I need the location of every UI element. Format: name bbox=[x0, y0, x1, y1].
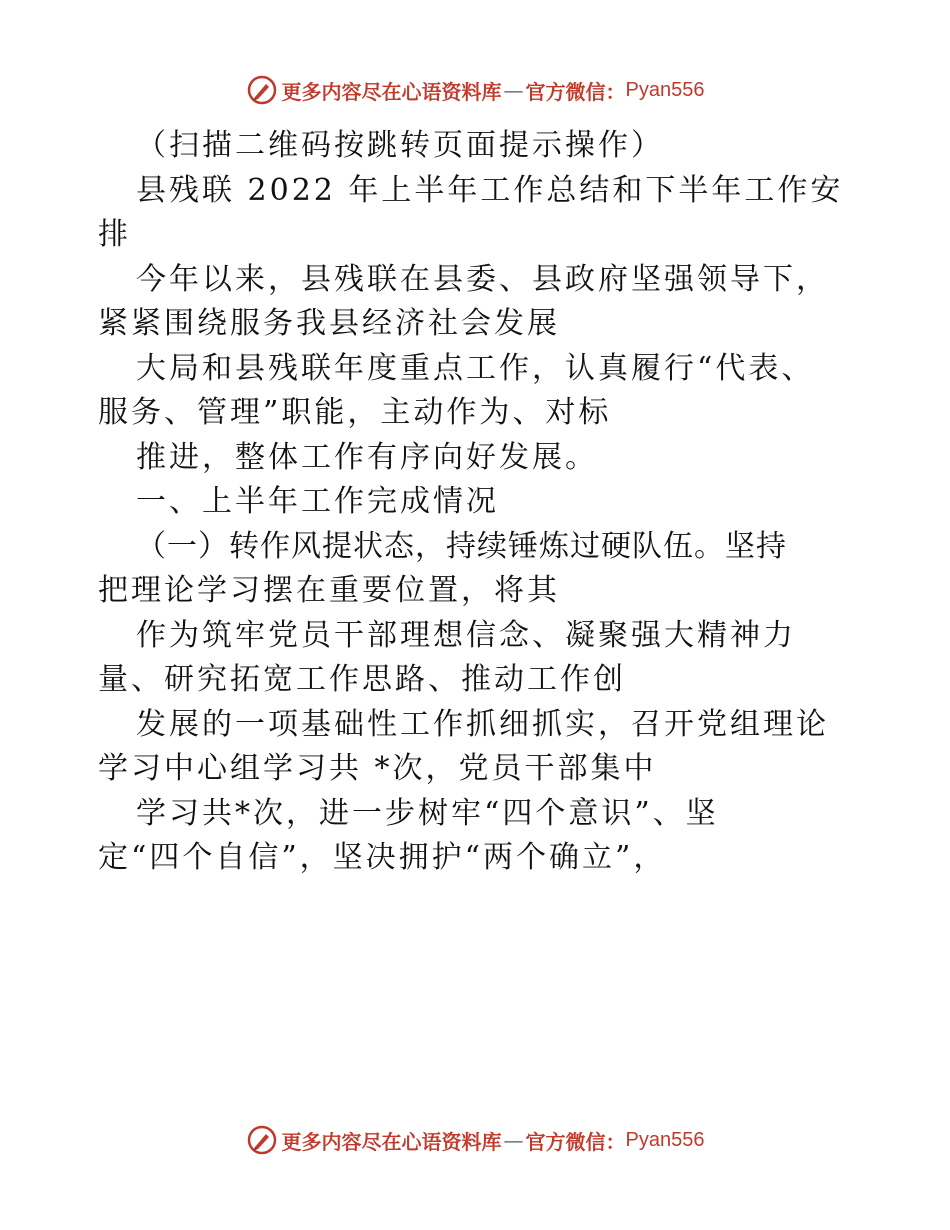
doc-line: 学习中心组学习共 *次，党员干部集中 bbox=[98, 751, 657, 786]
document-body bbox=[98, 124, 858, 881]
doc-subsection-heading: （一）转作风提状态，持续锤炼过硬队伍。坚持 bbox=[136, 528, 787, 564]
pen-circle-icon bbox=[246, 74, 278, 106]
header-banner bbox=[0, 70, 950, 110]
doc-line: 发展的一项基础性工作抓细抓实，召开党组理论 bbox=[136, 706, 829, 742]
doc-title-line-2: 排 bbox=[98, 217, 131, 252]
doc-line: 学习共*次，进一步树牢“四个意识”、坚 bbox=[136, 795, 719, 831]
banner-main-text: 更多内容尽在心语资料库 bbox=[281, 1129, 502, 1154]
banner-separator: — bbox=[503, 1128, 524, 1152]
banner-wechat-id: Pyan556 bbox=[625, 1128, 705, 1151]
doc-line: 紧紧围绕服务我县经济社会发展 bbox=[98, 306, 560, 341]
banner-wechat-label: 官方微信： bbox=[525, 1129, 626, 1154]
doc-line: 推进，整体工作有序向好发展。 bbox=[136, 439, 598, 475]
doc-line-scan-note: （扫描二维码按跳转页面提示操作） bbox=[136, 128, 664, 163]
doc-line: 今年以来，县残联在县委、县政府坚强领导下， bbox=[136, 261, 829, 297]
doc-line: 定“四个自信”，坚决拥护“两个确立”， bbox=[98, 840, 667, 875]
banner-wechat-label: 官方微信： bbox=[525, 79, 626, 104]
doc-line: 服务、管理”职能，主动作为、对标 bbox=[98, 395, 612, 430]
banner-main-text: 更多内容尽在心语资料库 bbox=[281, 79, 502, 104]
doc-line: 作为筑牢党员干部理想信念、凝聚强大精神力 bbox=[136, 617, 796, 653]
footer-banner bbox=[0, 1120, 950, 1160]
pen-circle-icon bbox=[246, 1124, 278, 1156]
banner-wechat-id: Pyan556 bbox=[625, 78, 705, 101]
doc-line: 大局和县残联年度重点工作，认真履行“代表、 bbox=[136, 350, 815, 386]
doc-line: 把理论学习摆在重要位置，将其 bbox=[98, 573, 560, 608]
doc-title-line-1: 县残联 2022 年上半年工作总结和下半年工作安 bbox=[136, 172, 844, 208]
banner-separator: — bbox=[503, 78, 524, 102]
doc-line: 量、研究拓宽工作思路、推动工作创 bbox=[98, 662, 626, 697]
doc-section-heading: 一、上半年工作完成情况 bbox=[136, 484, 499, 519]
